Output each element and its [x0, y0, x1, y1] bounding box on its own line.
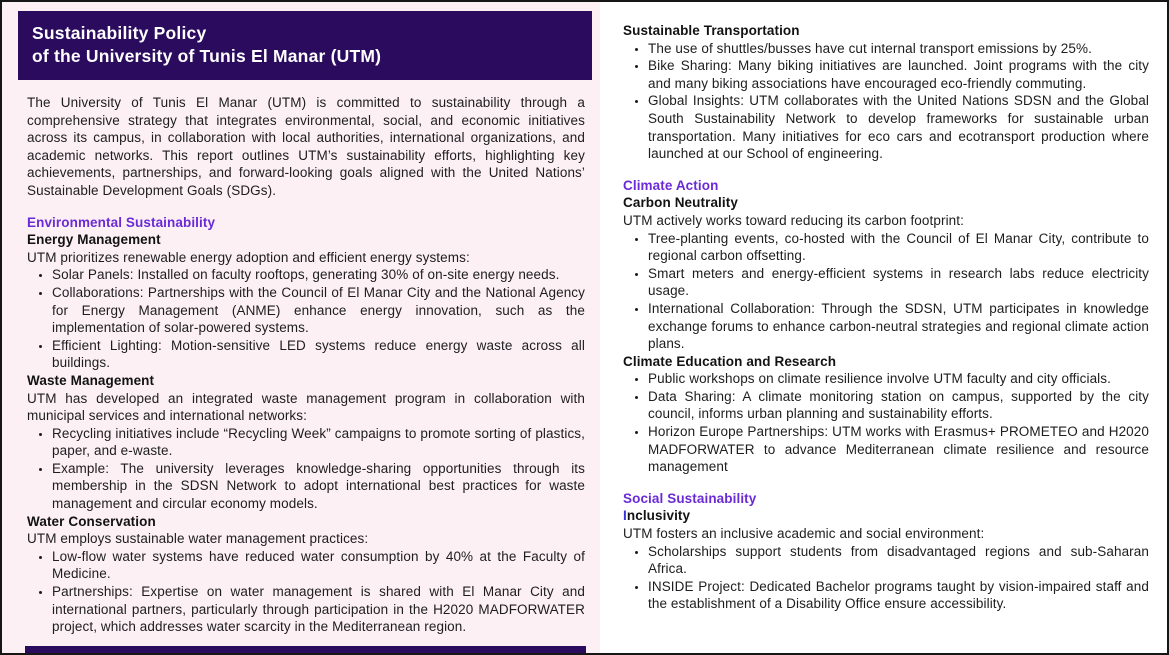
left-column	[27, 94, 585, 636]
bullet-item: • The use of shuttles/busses have cut internal transport emissions by 25%.	[648, 40, 1149, 58]
subheading-initial: I	[623, 508, 627, 524]
subheading: Waste Management	[27, 372, 155, 388]
subheading: Carbon Neutrality	[623, 195, 738, 211]
subheading: Sustainable Transportation	[623, 23, 800, 38]
bullet-item: • Horizon Europe Partnerships: UTM works with Erasmus+ PROMETEO and H2020 MADFORWATER to advance Mediterranean climate resilience and resource management	[648, 423, 1149, 476]
bullet-item: • Public workshops on climate resilience involve UTM faculty and city officials.	[648, 370, 1149, 388]
bullet-item: • International Collaboration: Through the SDSN, UTM participates in knowledge exchange forums to enhance carbon-neutral strategies and regional climate action plans.	[648, 300, 1149, 353]
bullet-item: • Tree-planting events, co-hosted with the Council of El Manar City, contribute to regional carbon offsetting.	[648, 230, 1149, 265]
section	[623, 490, 1149, 613]
section-heading: Environmental Sustainability	[27, 214, 216, 230]
bullet-list	[623, 370, 1149, 476]
left-sections	[27, 214, 585, 636]
bullet-item: • Data Sharing: A climate monitoring station on campus, supported by the city council, informs urban planning and sustainability efforts.	[648, 388, 1149, 423]
lead-paragraph: UTM fosters an inclusive academic and social environment:	[623, 526, 985, 542]
bullet-item: • INSIDE Project: Dedicated Bachelor programs taught by vision-impaired staff and the establishment of a Disability Office ensure accessibility.	[648, 578, 1149, 613]
bullet-item: • Efficient Lighting: Motion-sensitive LED systems reduce energy waste across all buildings.	[52, 337, 585, 372]
bullet-item: • Partnerships: Expertise on water management is shared with El Manar City and international partners, particularly through participation in the H2020 MADFORWATER project, which addresses water scarcity in the Mediterranean region.	[52, 583, 585, 636]
bullet-item: • Smart meters and energy-efficient systems in research labs reduce electricity usage.	[648, 265, 1149, 300]
page-title-line1: Sustainability Policy	[32, 23, 207, 43]
bullet-item: • Global Insights: UTM collaborates with the United Nations SDSN and the Global South Sustainability Network to develop frameworks for sustainable urban transportation. Many initiatives for eco cars and ecotransport production where launched at our School of engineering.	[648, 92, 1149, 162]
section-heading: Climate Action	[623, 177, 719, 193]
bullet-list	[623, 543, 1149, 613]
section	[27, 214, 585, 636]
bullet-item: • Scholarships support students from disadvantaged regions and sub-Saharan Africa.	[648, 543, 1149, 578]
lead-paragraph: UTM employs sustainable water management practices:	[27, 531, 369, 547]
bullet-item: • Example: The university leverages knowledge-sharing opportunities through its membership in the SDSN Network to adopt international best practices for waste management and circular economy models.	[52, 460, 585, 513]
right-column	[623, 22, 1149, 613]
bullet-list	[27, 548, 585, 636]
bullet-item: • Low-flow water systems have reduced water consumption by 40% at the Faculty of Medicine.	[52, 548, 585, 583]
lead-paragraph: UTM has developed an integrated waste management program in collaboration with municipal services and international networks:	[27, 390, 585, 424]
subheading: Energy Management	[27, 232, 161, 248]
bullet-item: • Bike Sharing: Many biking initiatives are launched. Joint programs with the city and many biking associations have encouraged eco-friendly commuting.	[648, 57, 1149, 92]
next-page-header-band	[25, 646, 586, 653]
section-heading: Social Sustainability	[623, 490, 757, 506]
subheading: Climate Education and Research	[623, 353, 837, 369]
bullet-list	[27, 425, 585, 513]
title-band	[18, 11, 592, 80]
bullet-item: • Solar Panels: Installed on faculty rooftops, generating 30% of on-site energy needs.	[52, 266, 585, 284]
lead-paragraph: UTM prioritizes renewable energy adoption and efficient energy systems:	[27, 249, 470, 265]
bullet-list	[623, 230, 1149, 353]
subheading: Inclusivity	[623, 508, 691, 524]
intro-paragraph: The University of Tunis El Manar (UTM) is committed to sustainability through a comprehensive strategy that integrates environmental, social, and economic initiatives across its campus, in collaboration with local authorities, international organizations, and academic networks. This report outlines UTM’s sustainability efforts, highlighting key achievements, partnerships, and forward-looking goals aligned with the United Nations’ Sustainable Development Goals (SDGs).	[27, 95, 585, 198]
bullet-list	[27, 266, 585, 372]
bullet-item: • Recycling initiatives include “Recycling Week” campaigns to promote sorting of plastics, paper, and e-waste.	[52, 425, 585, 460]
section	[623, 177, 1149, 476]
page-title-line2: of the University of Tunis El Manar (UTM)	[32, 46, 382, 66]
bullet-item: • Collaborations: Partnerships with the Council of El Manar City and the National Agency for Energy Management (ANME) enhance energy innovation, such as the implementation of solar-powered systems.	[52, 284, 585, 337]
subheading: Water Conservation	[27, 513, 156, 529]
bullet-list	[623, 40, 1149, 163]
lead-paragraph: UTM actively works toward reducing its carbon footprint:	[623, 212, 964, 228]
section	[623, 22, 1149, 163]
